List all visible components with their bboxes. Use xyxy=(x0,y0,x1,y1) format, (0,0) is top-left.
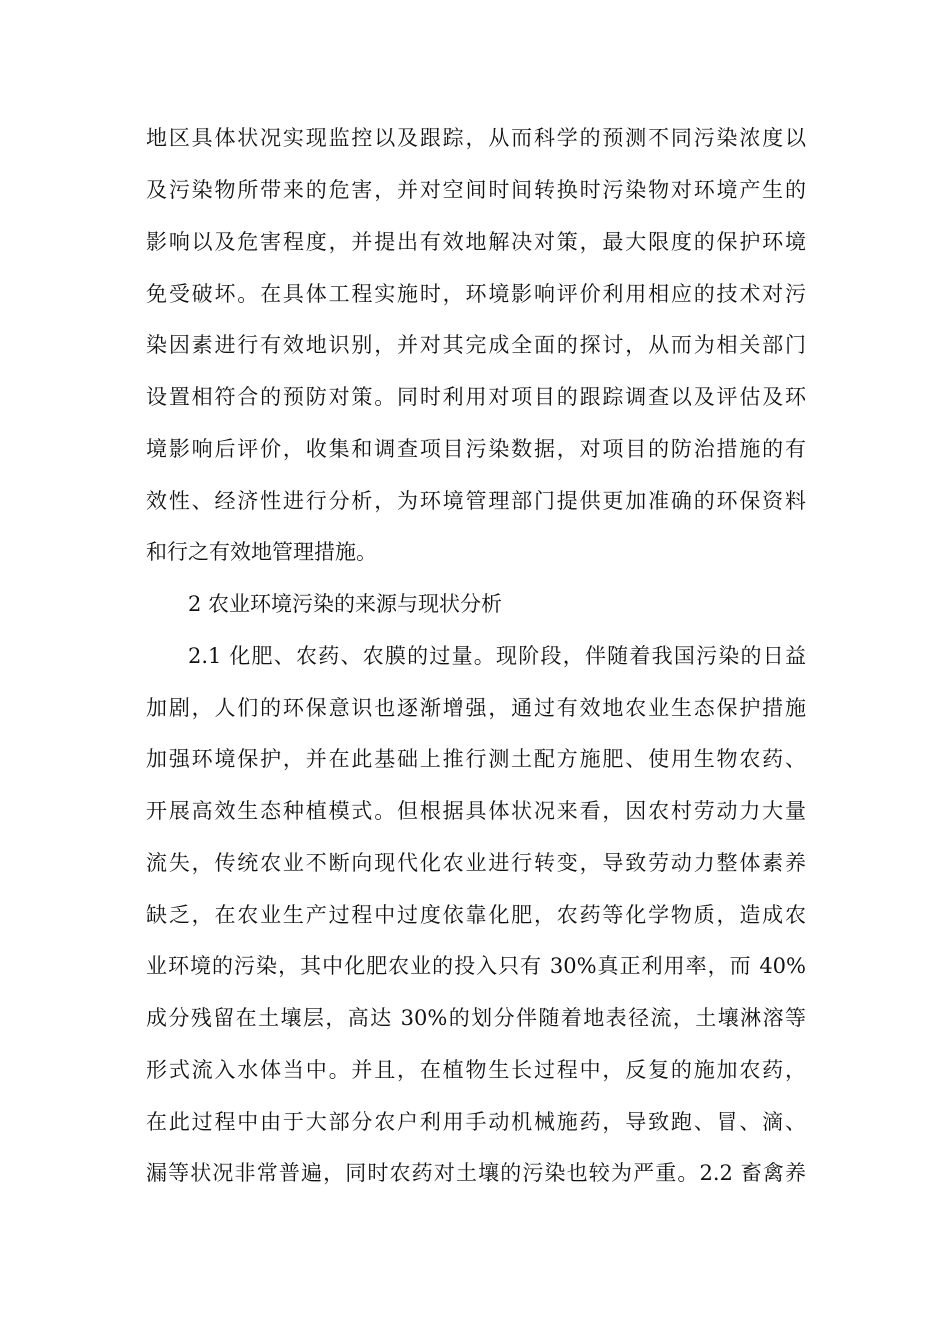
text-line: 2.1 化肥、农药、农膜的过量。现阶段，伴随着我国污染的日益 xyxy=(188,644,806,668)
text-line: 加强环境保护，并在此基础上推行测土配方施肥、使用生物农药、 xyxy=(146,747,806,771)
text-line: 加剧，人们的环保意识也逐渐增强，通过有效地农业生态保护措施 xyxy=(146,696,806,720)
text-line: 效性、经济性进行分析，为环境管理部门提供更加准确的环保资料 xyxy=(146,489,806,513)
text-line: 缺乏，在农业生产过程中过度依靠化肥，农药等化学物质，造成农 xyxy=(146,903,806,927)
text-line: 地区具体状况实现监控以及跟踪，从而科学的预测不同污染浓度以 xyxy=(146,126,806,150)
text-line: 开展高效生态种植模式。但根据具体状况来看，因农村劳动力大量 xyxy=(146,799,806,823)
text-line: 漏等状况非常普遍，同时农药对土壤的污染也较为严重。2.2 畜禽养 xyxy=(146,1161,806,1185)
text-line: 境影响后评价，收集和调查项目污染数据，对项目的防治措施的有 xyxy=(146,437,806,461)
text-line: 影响以及危害程度，并提出有效地解决对策，最大限度的保护环境 xyxy=(146,230,806,254)
text-line: 染因素进行有效地识别，并对其完成全面的探讨，从而为相关部门 xyxy=(146,333,806,357)
text-line: 流失，传统农业不断向现代化农业进行转变，导致劳动力整体素养 xyxy=(146,851,806,875)
text-line: 及污染物所带来的危害，并对空间时间转换时污染物对环境产生的 xyxy=(146,178,806,202)
text-line: 和行之有效地管理措施。 xyxy=(146,540,377,564)
section-heading: 2 农业环境污染的来源与现状分析 xyxy=(188,592,503,616)
text-line: 业环境的污染，其中化肥农业的投入只有 30%真正利用率，而 40% xyxy=(146,954,806,978)
text-line: 形式流入水体当中。并且，在植物生长过程中，反复的施加农药， xyxy=(146,1058,806,1082)
text-line: 免受破坏。在具体工程实施时，环境影响评价利用相应的技术对污 xyxy=(146,282,806,306)
text-line: 成分残留在土壤层，高达 30%的划分伴随着地表径流，土壤淋溶等 xyxy=(146,1006,806,1030)
text-line: 设置相符合的预防对策。同时利用对项目的跟踪调查以及评估及环 xyxy=(146,385,806,409)
text-line: 在此过程中由于大部分农户利用手动机械施药，导致跑、冒、滴、 xyxy=(146,1110,806,1134)
